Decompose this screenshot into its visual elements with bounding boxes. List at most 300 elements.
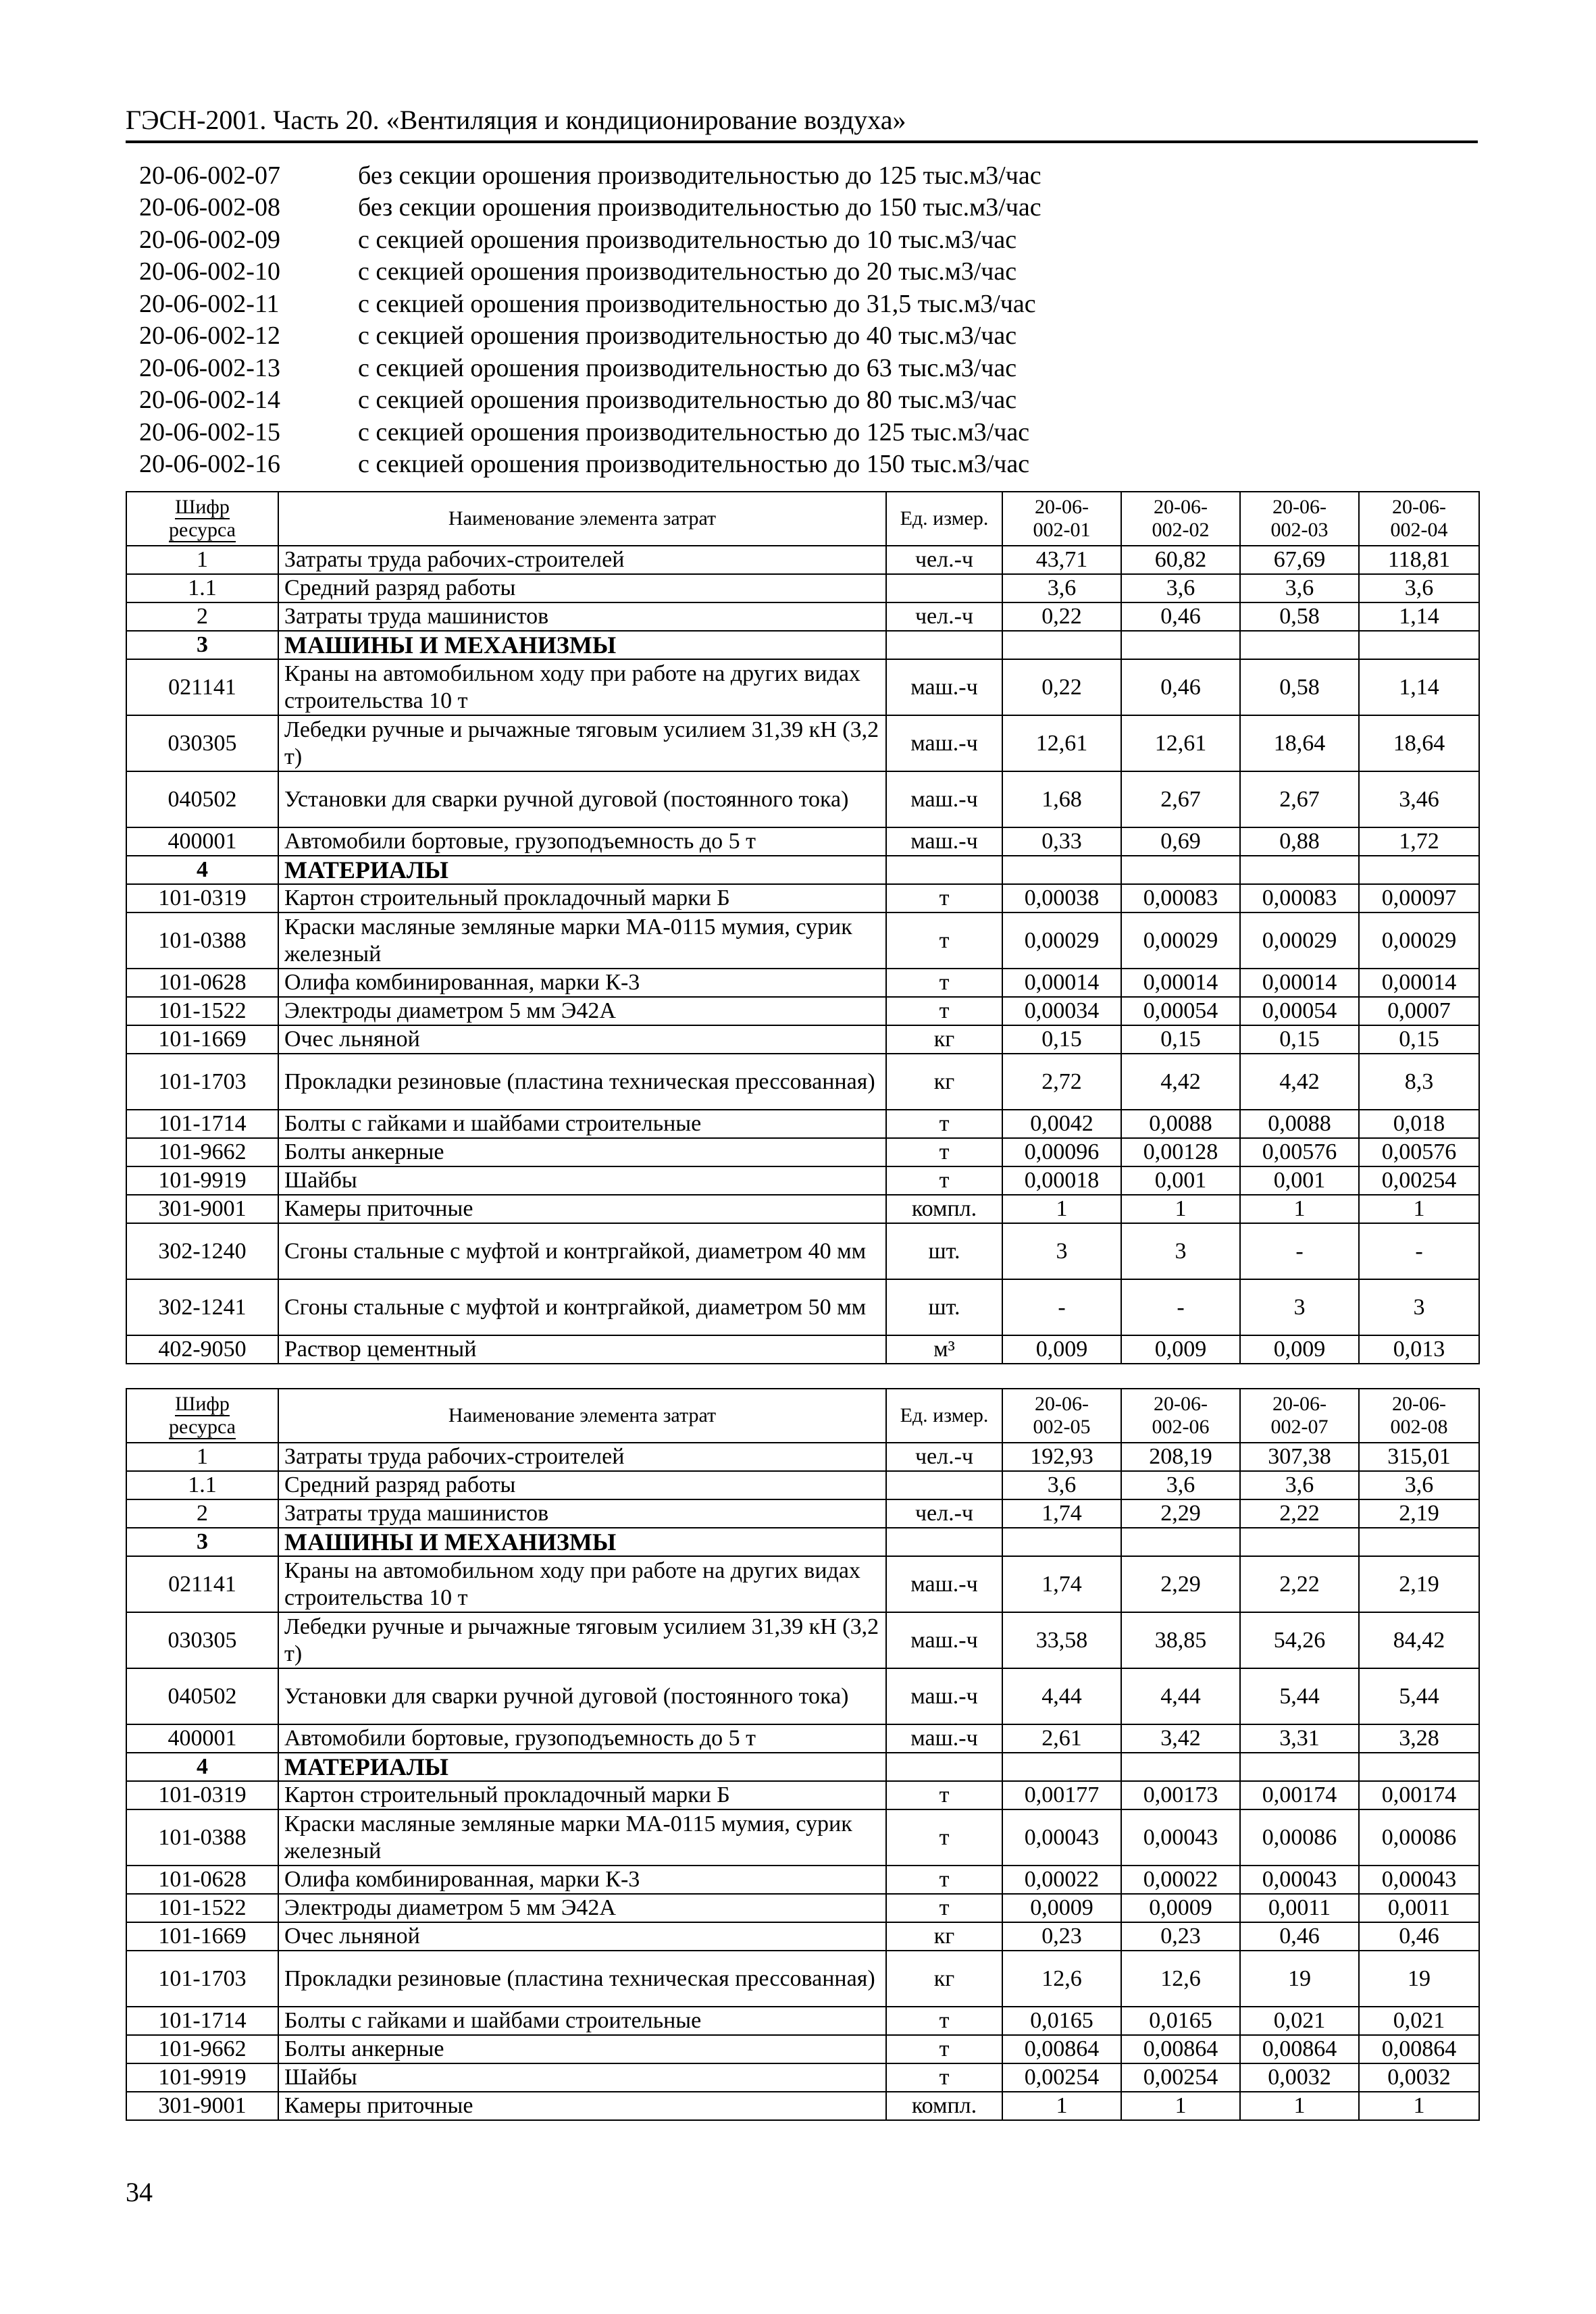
resource-value: 3,6 — [1359, 1471, 1479, 1499]
resource-value — [1121, 1753, 1240, 1781]
page-number: 34 — [126, 2177, 153, 2207]
resource-unit: чел.-ч — [886, 1499, 1002, 1528]
resource-value: 0,00576 — [1240, 1138, 1359, 1166]
resource-code: 101-1703 — [126, 1054, 278, 1110]
resource-value: 4,42 — [1240, 1054, 1359, 1110]
header-column-code-line2: 002-03 — [1270, 519, 1329, 541]
table-row — [126, 1443, 1479, 1471]
resource-value: 0,00173 — [1121, 1781, 1240, 1809]
resource-value: 315,01 — [1359, 1443, 1479, 1471]
resource-value: 0,0088 — [1240, 1110, 1359, 1138]
resource-unit: чел.-ч — [886, 1443, 1002, 1471]
code-list-text: с секцией орошения производительностью до 10 тыс.м3/час — [358, 225, 1017, 254]
header-column-code-line1: 20-06- — [1035, 1393, 1089, 1415]
resource-value: 1,74 — [1002, 1556, 1121, 1612]
resource-value: 0,013 — [1359, 1335, 1479, 1364]
resource-code: 4 — [126, 1753, 278, 1781]
resource-value: 2,19 — [1359, 1499, 1479, 1528]
resource-unit: т — [886, 2035, 1002, 2063]
header-unit: Ед. измер. — [886, 1389, 1002, 1443]
resource-value: 0,00038 — [1002, 884, 1121, 912]
header-column-code-line2: 002-08 — [1390, 1416, 1448, 1438]
resource-table-1 — [126, 491, 1480, 1364]
resource-value: 0,0032 — [1359, 2063, 1479, 2092]
resource-value: 3,31 — [1240, 1724, 1359, 1753]
code-list-item — [139, 384, 1041, 417]
resource-value: 1 — [1240, 1195, 1359, 1223]
table-row — [126, 1724, 1479, 1753]
code-list-text: без секции орошения производительностью до 125 тыс.м3/час — [358, 161, 1041, 190]
resource-name: Прокладки резиновые (пластина техническая прессованная) — [278, 1951, 886, 2007]
code-list-code: 20-06-002-15 — [139, 417, 280, 446]
table-header-row — [126, 492, 1479, 546]
table-row — [126, 884, 1479, 912]
header-column-code — [1240, 492, 1359, 546]
resource-value: 1 — [1121, 1195, 1240, 1223]
resource-value: 19 — [1240, 1951, 1359, 2007]
resource-name: Раствор цементный — [278, 1335, 886, 1364]
resource-value: 18,64 — [1240, 715, 1359, 771]
table-row — [126, 1922, 1479, 1951]
header-column-code-line1: 20-06- — [1272, 496, 1327, 518]
table-row — [126, 1335, 1479, 1364]
resource-code: 3 — [126, 1528, 278, 1556]
code-list-item — [139, 192, 1041, 224]
resource-value: 12,6 — [1121, 1951, 1240, 2007]
resource-name: Олифа комбинированная, марки К-3 — [278, 969, 886, 997]
resource-value: 0,00043 — [1240, 1866, 1359, 1894]
resource-code: 040502 — [126, 771, 278, 827]
table-row — [126, 1951, 1479, 2007]
resource-code: 101-9919 — [126, 1166, 278, 1195]
resource-value: 0,00083 — [1121, 884, 1240, 912]
resource-unit: чел.-ч — [886, 546, 1002, 574]
code-list-text: без секции орошения производительностью до 150 тыс.м3/час — [358, 193, 1041, 222]
table-row — [126, 1894, 1479, 1922]
resource-value: 0,009 — [1240, 1335, 1359, 1364]
table-row — [126, 1809, 1479, 1866]
table-row — [126, 997, 1479, 1025]
resource-value: 8,3 — [1359, 1054, 1479, 1110]
resource-value: 4,42 — [1121, 1054, 1240, 1110]
resource-value: 0,00864 — [1359, 2035, 1479, 2063]
resource-name: Средний разряд работы — [278, 1471, 886, 1499]
code-list-text: с секцией орошения производительностью до 20 тыс.м3/час — [358, 257, 1017, 286]
resource-name: Затраты труда машинистов — [278, 602, 886, 631]
table-row — [126, 2092, 1479, 2120]
resource-value: 0,00254 — [1121, 2063, 1240, 2092]
resource-name: Болты с гайками и шайбами строительные — [278, 2007, 886, 2035]
resource-value: 0,0007 — [1359, 997, 1479, 1025]
resource-name: Очес льняной — [278, 1922, 886, 1951]
resource-name: Картон строительный прокладочный марки Б — [278, 1781, 886, 1809]
resource-value: 0,00014 — [1002, 969, 1121, 997]
resource-value — [1359, 856, 1479, 884]
resource-unit: маш.-ч — [886, 1612, 1002, 1668]
resource-value: 3,6 — [1002, 574, 1121, 602]
resource-value — [1359, 1528, 1479, 1556]
table-row — [126, 1781, 1479, 1809]
table-row — [126, 1110, 1479, 1138]
resource-value: 0,00254 — [1002, 2063, 1121, 2092]
resource-name: Болты с гайками и шайбами строительные — [278, 1110, 886, 1138]
resource-value: 0,23 — [1002, 1922, 1121, 1951]
code-list-item — [139, 256, 1041, 288]
header-column-code-line2: 002-05 — [1033, 1416, 1091, 1438]
resource-code: 1 — [126, 546, 278, 574]
resource-value: 2,29 — [1121, 1556, 1240, 1612]
resource-code: 101-0388 — [126, 1809, 278, 1866]
resource-name: Болты анкерные — [278, 2035, 886, 2063]
code-list-code: 20-06-002-12 — [139, 322, 280, 351]
resource-value: 0,0011 — [1240, 1894, 1359, 1922]
resource-unit: т — [886, 1809, 1002, 1866]
resource-value: 0,00029 — [1240, 912, 1359, 969]
code-list-text: с секцией орошения производительностью до 63 тыс.м3/час — [358, 353, 1017, 382]
resource-unit: кг — [886, 1025, 1002, 1054]
resource-value: 0,0165 — [1121, 2007, 1240, 2035]
resource-value: 0,00054 — [1240, 997, 1359, 1025]
table-row — [126, 912, 1479, 969]
header-name: Наименование элемента затрат — [278, 1389, 886, 1443]
resource-unit — [886, 1753, 1002, 1781]
header-column-code — [1121, 1389, 1240, 1443]
resource-unit — [886, 1471, 1002, 1499]
code-list-code: 20-06-002-09 — [139, 225, 280, 254]
header-column-code — [1359, 1389, 1479, 1443]
resource-code: 1.1 — [126, 574, 278, 602]
resource-name: Автомобили бортовые, грузоподъемность до 5 т — [278, 1724, 886, 1753]
resource-unit: т — [886, 1138, 1002, 1166]
code-list-text: с секцией орошения производительностью до 125 тыс.м3/час — [358, 417, 1030, 446]
resource-name: Автомобили бортовые, грузоподъемность до 5 т — [278, 827, 886, 856]
table-row — [126, 827, 1479, 856]
resource-name: Шайбы — [278, 1166, 886, 1195]
header-name: Наименование элемента затрат — [278, 492, 886, 546]
resource-value: 3,6 — [1240, 574, 1359, 602]
resource-code: 101-0628 — [126, 969, 278, 997]
resource-unit: т — [886, 912, 1002, 969]
resource-code: 2 — [126, 1499, 278, 1528]
resource-code: 101-1669 — [126, 1025, 278, 1054]
resource-name: Затраты труда рабочих-строителей — [278, 546, 886, 574]
table-row — [126, 1866, 1479, 1894]
code-list-text: с секцией орошения производительностью до 150 тыс.м3/час — [358, 450, 1030, 479]
table-row — [126, 2007, 1479, 2035]
resource-name: Краски масляные земляные марки МА-0115 мумия, сурик железный — [278, 1809, 886, 1866]
resource-value: 208,19 — [1121, 1443, 1240, 1471]
header-unit: Ед. измер. — [886, 492, 1002, 546]
resource-value: 2,67 — [1121, 771, 1240, 827]
resource-name: Очес льняной — [278, 1025, 886, 1054]
resource-value: 0,00083 — [1240, 884, 1359, 912]
section-row — [126, 1528, 1479, 1556]
resource-value: 0,00864 — [1002, 2035, 1121, 2063]
resource-code: 101-0319 — [126, 1781, 278, 1809]
resource-value: 3,6 — [1240, 1471, 1359, 1499]
resource-value: 12,61 — [1002, 715, 1121, 771]
resource-value — [1002, 856, 1121, 884]
resource-code: 101-0319 — [126, 884, 278, 912]
resource-value — [1359, 1753, 1479, 1781]
resource-value: 0,00043 — [1002, 1809, 1121, 1866]
code-list-code: 20-06-002-08 — [139, 193, 280, 222]
resource-value: 5,44 — [1240, 1668, 1359, 1724]
resource-code: 101-1703 — [126, 1951, 278, 2007]
resource-code: 101-1714 — [126, 1110, 278, 1138]
resource-value: 33,58 — [1002, 1612, 1121, 1668]
header-column-code-line2: 002-07 — [1270, 1416, 1329, 1438]
resource-value: 0,58 — [1240, 602, 1359, 631]
resource-code: 1.1 — [126, 1471, 278, 1499]
resource-name: Затраты труда рабочих-строителей — [278, 1443, 886, 1471]
table-row — [126, 1166, 1479, 1195]
resource-value: 0,00128 — [1121, 1138, 1240, 1166]
resource-name: Шайбы — [278, 2063, 886, 2092]
resource-value: 2,72 — [1002, 1054, 1121, 1110]
resource-name: Электроды диаметром 5 мм Э42А — [278, 997, 886, 1025]
resource-value: 67,69 — [1240, 546, 1359, 574]
resource-value: 0,33 — [1002, 827, 1121, 856]
resource-value: - — [1121, 1279, 1240, 1335]
resource-value: 3 — [1359, 1279, 1479, 1335]
table-row — [126, 1668, 1479, 1724]
resource-name: Краны на автомобильном ходу при работе на других видах строительства 10 т — [278, 659, 886, 715]
resource-value — [1240, 1528, 1359, 1556]
resource-value: 0,00014 — [1121, 969, 1240, 997]
resource-value: 1 — [1359, 2092, 1479, 2120]
resource-value — [1240, 1753, 1359, 1781]
resource-value: 0,00254 — [1359, 1166, 1479, 1195]
resource-value: 12,61 — [1121, 715, 1240, 771]
resource-code: 101-1522 — [126, 1894, 278, 1922]
resource-name: МАШИНЫ И МЕХАНИЗМЫ — [278, 631, 886, 659]
resource-name: Олифа комбинированная, марки К-3 — [278, 1866, 886, 1894]
header-column-code — [1359, 492, 1479, 546]
resource-name: Сгоны стальные с муфтой и контргайкой, диаметром 50 мм — [278, 1279, 886, 1335]
resource-unit: маш.-ч — [886, 827, 1002, 856]
resource-value: 1,68 — [1002, 771, 1121, 827]
table-row — [126, 546, 1479, 574]
table-row — [126, 602, 1479, 631]
resource-value: 0,018 — [1359, 1110, 1479, 1138]
resource-value: 0,0009 — [1121, 1894, 1240, 1922]
resource-code: 402-9050 — [126, 1335, 278, 1364]
resource-code: 101-1714 — [126, 2007, 278, 2035]
header-column-code — [1121, 492, 1240, 546]
table-row — [126, 1612, 1479, 1668]
resource-code: 101-1522 — [126, 997, 278, 1025]
resource-value: 0,46 — [1121, 659, 1240, 715]
code-list-code: 20-06-002-10 — [139, 257, 280, 286]
resource-value: 38,85 — [1121, 1612, 1240, 1668]
section-row — [126, 631, 1479, 659]
resource-value: 0,00097 — [1359, 884, 1479, 912]
resource-name: Картон строительный прокладочный марки Б — [278, 884, 886, 912]
resource-unit: т — [886, 1110, 1002, 1138]
table-row — [126, 1223, 1479, 1279]
resource-value: 43,71 — [1002, 546, 1121, 574]
resource-value: 1,14 — [1359, 602, 1479, 631]
resource-value: 2,29 — [1121, 1499, 1240, 1528]
resource-code: 301-9001 — [126, 1195, 278, 1223]
resource-value — [1002, 1528, 1121, 1556]
header-column-code-line2: 002-06 — [1152, 1416, 1210, 1438]
resource-unit: т — [886, 997, 1002, 1025]
resource-value: 3,6 — [1002, 1471, 1121, 1499]
table-header-row — [126, 1389, 1479, 1443]
resource-value — [1240, 631, 1359, 659]
resource-code: 4 — [126, 856, 278, 884]
resource-code: 101-9662 — [126, 2035, 278, 2063]
resource-value: 0,23 — [1121, 1922, 1240, 1951]
resource-unit: шт. — [886, 1223, 1002, 1279]
resource-value — [1121, 1528, 1240, 1556]
resource-value: 0,009 — [1002, 1335, 1121, 1364]
table-row — [126, 574, 1479, 602]
code-list — [139, 159, 1041, 480]
resource-value: 0,00029 — [1121, 912, 1240, 969]
resource-name: Краны на автомобильном ходу при работе на других видах строительства 10 т — [278, 1556, 886, 1612]
table-row — [126, 969, 1479, 997]
header-shifr-line1: Шифр — [175, 496, 230, 518]
resource-value: 2,19 — [1359, 1556, 1479, 1612]
resource-name: Лебедки ручные и рычажные тяговым усилием 31,39 кН (3,2 т) — [278, 1612, 886, 1668]
resource-value: 0,00864 — [1240, 2035, 1359, 2063]
resource-value: 0,00029 — [1002, 912, 1121, 969]
resource-value: 3,46 — [1359, 771, 1479, 827]
header-shifr — [126, 1389, 278, 1443]
resource-unit: маш.-ч — [886, 1556, 1002, 1612]
resource-value: 0,69 — [1121, 827, 1240, 856]
resource-value: 1 — [1002, 2092, 1121, 2120]
resource-value: 0,00014 — [1359, 969, 1479, 997]
resource-value: 3,6 — [1121, 574, 1240, 602]
resource-value: 2,67 — [1240, 771, 1359, 827]
resource-unit: т — [886, 1166, 1002, 1195]
code-list-item — [139, 320, 1041, 353]
resource-unit: кг — [886, 1951, 1002, 2007]
resource-value — [1240, 856, 1359, 884]
resource-name: Болты анкерные — [278, 1138, 886, 1166]
resource-value: 0,00034 — [1002, 997, 1121, 1025]
resource-code: 101-0628 — [126, 1866, 278, 1894]
resource-unit — [886, 856, 1002, 884]
resource-value: 0,46 — [1359, 1922, 1479, 1951]
resource-name: Краски масляные земляные марки МА-0115 мумия, сурик железный — [278, 912, 886, 969]
resource-unit: маш.-ч — [886, 1724, 1002, 1753]
resource-name: Камеры приточные — [278, 1195, 886, 1223]
resource-name: МАШИНЫ И МЕХАНИЗМЫ — [278, 1528, 886, 1556]
resource-code: 021141 — [126, 659, 278, 715]
code-list-code: 20-06-002-11 — [139, 289, 280, 318]
resource-value: 0,22 — [1002, 659, 1121, 715]
resource-name: Установки для сварки ручной дуговой (постоянного тока) — [278, 1668, 886, 1724]
code-list-text: с секцией орошения производительностью до 31,5 тыс.м3/час — [358, 289, 1036, 318]
table-row — [126, 1195, 1479, 1223]
resource-unit: компл. — [886, 1195, 1002, 1223]
header-column-code-line2: 002-02 — [1152, 519, 1210, 541]
header-column-code-line1: 20-06- — [1035, 496, 1089, 518]
resource-code: 101-1669 — [126, 1922, 278, 1951]
resource-unit — [886, 574, 1002, 602]
code-list-item — [139, 288, 1041, 320]
resource-value: 12,6 — [1002, 1951, 1121, 2007]
resource-value: 3,6 — [1121, 1471, 1240, 1499]
resource-value: 0,00086 — [1359, 1809, 1479, 1866]
table-row — [126, 1025, 1479, 1054]
resource-value: 4,44 — [1121, 1668, 1240, 1724]
table-row — [126, 715, 1479, 771]
resource-name: Прокладки резиновые (пластина техническая прессованная) — [278, 1054, 886, 1110]
resource-value: 0,00576 — [1359, 1138, 1479, 1166]
resource-value: 0,00029 — [1359, 912, 1479, 969]
resource-code: 101-0388 — [126, 912, 278, 969]
resource-value: 5,44 — [1359, 1668, 1479, 1724]
resource-value — [1121, 856, 1240, 884]
header-column-code — [1240, 1389, 1359, 1443]
resource-value: 1,74 — [1002, 1499, 1121, 1528]
resource-value: 0,46 — [1240, 1922, 1359, 1951]
resource-value: 0,15 — [1121, 1025, 1240, 1054]
header-shifr-line2: ресурса — [169, 519, 236, 541]
resource-name: Электроды диаметром 5 мм Э42А — [278, 1894, 886, 1922]
header-column-code-line1: 20-06- — [1392, 496, 1446, 518]
resource-unit: маш.-ч — [886, 715, 1002, 771]
resource-value: 0,58 — [1240, 659, 1359, 715]
resource-value: 0,22 — [1002, 602, 1121, 631]
resource-value: 0,15 — [1359, 1025, 1479, 1054]
resource-unit: кг — [886, 1922, 1002, 1951]
header-column-code-line1: 20-06- — [1154, 496, 1208, 518]
resource-unit: т — [886, 969, 1002, 997]
resource-value: 3 — [1121, 1223, 1240, 1279]
code-list-code: 20-06-002-16 — [139, 450, 280, 479]
resource-value: 2,61 — [1002, 1724, 1121, 1753]
resource-name: Сгоны стальные с муфтой и контргайкой, диаметром 40 мм — [278, 1223, 886, 1279]
resource-value: 2,22 — [1240, 1556, 1359, 1612]
header-shifr-line1: Шифр — [175, 1393, 230, 1415]
header-column-code-line1: 20-06- — [1154, 1393, 1208, 1415]
resource-unit: т — [886, 1866, 1002, 1894]
resource-name: МАТЕРИАЛЫ — [278, 1753, 886, 1781]
resource-value: 0,00014 — [1240, 969, 1359, 997]
resource-value — [1359, 631, 1479, 659]
code-list-item — [139, 224, 1041, 256]
resource-code: 101-9919 — [126, 2063, 278, 2092]
resource-name: Лебедки ручные и рычажные тяговым усилием 31,39 кН (3,2 т) — [278, 715, 886, 771]
resource-value: 0,00174 — [1240, 1781, 1359, 1809]
code-list-text: с секцией орошения производительностью до 40 тыс.м3/час — [358, 322, 1017, 351]
resource-name: Средний разряд работы — [278, 574, 886, 602]
resource-value: 0,00177 — [1002, 1781, 1121, 1809]
code-list-code: 20-06-002-14 — [139, 386, 280, 415]
resource-value: 3,42 — [1121, 1724, 1240, 1753]
code-list-text: с секцией орошения производительностью до 80 тыс.м3/час — [358, 386, 1017, 415]
resource-unit: компл. — [886, 2092, 1002, 2120]
resource-unit — [886, 1528, 1002, 1556]
resource-value: 0,88 — [1240, 827, 1359, 856]
resource-value: 0,00022 — [1121, 1866, 1240, 1894]
resource-code: 3 — [126, 631, 278, 659]
resource-unit: кг — [886, 1054, 1002, 1110]
resource-code: 400001 — [126, 827, 278, 856]
resource-value: 3 — [1240, 1279, 1359, 1335]
resource-value: 1 — [1359, 1195, 1479, 1223]
code-list-code: 20-06-002-07 — [139, 161, 280, 190]
resource-unit: маш.-ч — [886, 1668, 1002, 1724]
table-row — [126, 1279, 1479, 1335]
